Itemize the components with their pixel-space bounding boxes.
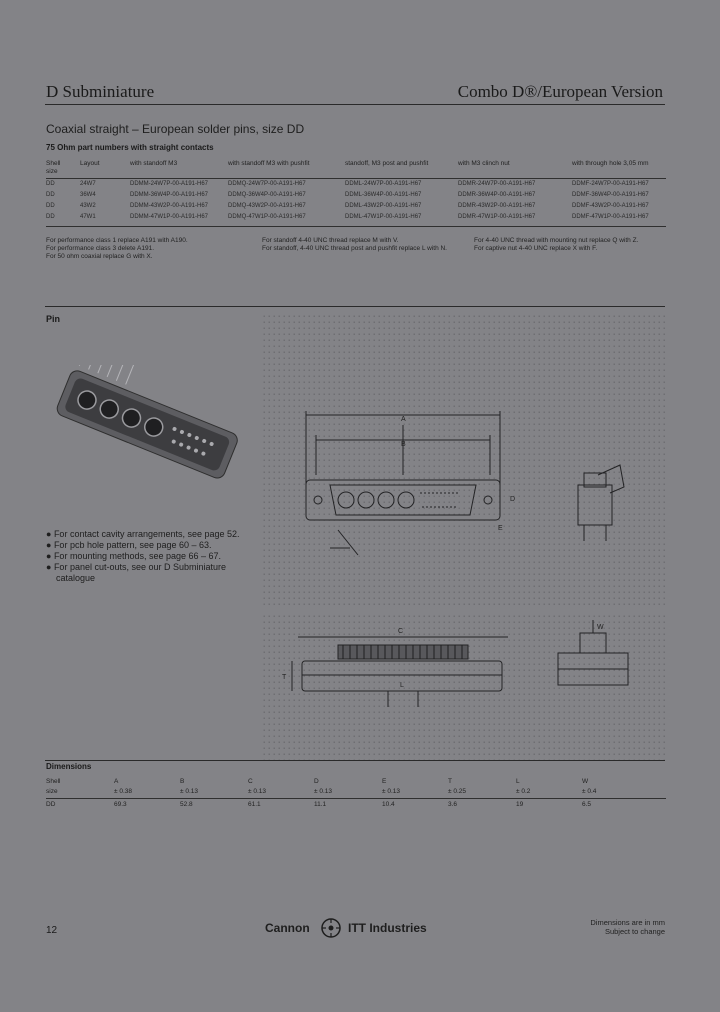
dim-header: B: [180, 778, 185, 785]
dim-header: C: [248, 778, 253, 785]
header-right-title: Combo D®/European Version: [457, 82, 663, 101]
brand-itt-industries: ITT Industries: [348, 921, 427, 935]
dim-subheader: ± 0.13: [248, 788, 267, 795]
page-number: 12: [46, 925, 58, 936]
col-header-through-hole: with through hole 3,05 mm: [572, 160, 649, 167]
cell: DDMF-43W2P-00-A191-H67: [572, 203, 649, 209]
table-rule: [46, 178, 666, 179]
dim-subheader: ± 0.13: [314, 788, 333, 795]
cell: DDML-36W4P-00-A191-H67: [345, 192, 422, 198]
table-row: [46, 192, 666, 201]
dim-subheader: ± 0.4: [582, 788, 597, 795]
cell: DDML-24W7P-00-A191-H67: [345, 181, 422, 187]
notes-col2: [262, 237, 462, 253]
dim-subheader: size: [46, 788, 58, 795]
dim-cell: 6.5: [582, 801, 592, 808]
header-rule: [45, 104, 665, 105]
label-c: C: [398, 628, 404, 635]
note: For captive nut 4-40 UNC replace X with F.: [474, 245, 598, 252]
bullet-text: For contact cavity arrangements, see page 52.: [53, 529, 240, 539]
col-header-post-pushfit: standoff, M3 post and pushfit: [345, 160, 429, 167]
cell: DDML-43W2P-00-A191-H67: [345, 203, 422, 209]
section-rule: [45, 306, 665, 307]
cell: DDMF-36W4P-00-A191-H67: [572, 192, 649, 198]
pin-label: Pin: [46, 314, 61, 324]
cell: DDMR-47W1P-00-A191-H67: [458, 214, 536, 220]
notes-col1: [46, 237, 188, 261]
note: For standoff, 4-40 UNC thread post and pushfit replace L with N.: [262, 245, 447, 252]
cell: DDMM-24W7P-00-A191-H67: [130, 181, 209, 187]
label-l: L: [400, 682, 404, 689]
bullet-list: [46, 529, 256, 584]
dim-subheader: ± 0.13: [382, 788, 401, 795]
footer-note-line: Subject to change: [604, 927, 665, 936]
bullet-text: For pcb hole pattern, see page 60 – 63.: [53, 540, 212, 550]
cell: DDMQ-36W4P-00-A191-H67: [228, 192, 306, 198]
note: For performance class 3 delete A191.: [46, 245, 155, 252]
dim-subheader: ± 0.13: [180, 788, 199, 795]
header-left-title: D Subminiature: [46, 82, 155, 101]
grid-upper: [262, 315, 666, 605]
list-item: ● For contact cavity arrangements, see page 52.: [46, 529, 240, 539]
technical-drawing: [258, 315, 668, 760]
cell: DDMM-43W2P-00-A191-H67: [130, 203, 209, 209]
list-item: ● For mounting methods, see page 66 – 67.: [46, 551, 222, 561]
table-rule: [46, 798, 666, 799]
sub-title: 75 Ohm part numbers with straight contacts: [46, 143, 214, 152]
col-header-standoff-pushfit: with standoff M3 with pushfit: [228, 160, 310, 167]
cell: DDMQ-43W2P-00-A191-H67: [228, 203, 306, 209]
col-header-shell: Shell size: [46, 160, 61, 175]
footer-note-line: Dimensions are in mm: [590, 918, 665, 927]
cell: DDMF-47W1P-00-A191-H67: [572, 214, 649, 220]
cell: DDMQ-24W7P-00-A191-H67: [228, 181, 306, 187]
note: For 4-40 UNC thread with mounting nut replace Q with Z.: [474, 237, 639, 244]
note: For performance class 1 replace A191 with A190.: [46, 237, 188, 244]
bullet-text: For panel cut-outs, see our D Subminiature catalogue: [53, 562, 227, 583]
connector-photo: [40, 365, 250, 495]
cell: DDML-47W1P-00-A191-H67: [345, 214, 422, 220]
col-header-layout: Layout: [80, 160, 100, 167]
brand-cannon: Cannon: [265, 921, 310, 935]
cell: DDMM-47W1P-00-A191-H67: [130, 214, 209, 220]
cell: DDMR-24W7P-00-A191-H67: [458, 181, 536, 187]
label-b: B: [401, 441, 406, 448]
dim-cell: DD: [46, 801, 56, 808]
label-a: A: [401, 416, 406, 423]
cell: 24W7: [80, 181, 96, 187]
footer-note: [590, 918, 665, 936]
dim-cell: 11.1: [314, 801, 327, 808]
dim-cell: 61.1: [248, 801, 261, 808]
label-d: D: [510, 496, 516, 503]
dimensions-title: Dimensions: [46, 762, 92, 771]
dim-cell: 52.8: [180, 801, 193, 808]
cell: DDMM-36W4P-00-A191-H67: [130, 192, 209, 198]
dim-cell: 10.4: [382, 801, 395, 808]
itt-logo-icon: [320, 917, 342, 939]
label-t: T: [282, 674, 287, 681]
dimensions-rule: [45, 760, 665, 761]
dim-subheader: ± 0.38: [114, 788, 133, 795]
cell: DDMR-43W2P-00-A191-H67: [458, 203, 536, 209]
cell: DD: [46, 192, 55, 198]
cell: DD: [46, 203, 55, 209]
cell: 43W2: [80, 203, 96, 209]
dim-cell: 3.6: [448, 801, 458, 808]
section-title: Coaxial straight – European solder pins, size DD: [46, 122, 305, 136]
dim-cell: 19: [516, 801, 524, 808]
notes-col3: [474, 237, 664, 253]
list-item: ● For pcb hole pattern, see page 60 – 63.: [46, 540, 212, 550]
list-item: ● For panel cut-outs, see our D Subminiature catalogue: [46, 562, 227, 583]
cell: 36W4: [80, 192, 96, 198]
cell: DDMQ-47W1P-00-A191-H67: [228, 214, 306, 220]
label-w: W: [597, 624, 604, 631]
dim-header: L: [516, 778, 520, 785]
dim-subheader: ± 0.2: [516, 788, 531, 795]
part-number-table: [46, 160, 666, 235]
dim-header: Shell: [46, 778, 61, 785]
table-rule: [46, 226, 666, 227]
dim-subheader: ± 0.25: [448, 788, 467, 795]
bullet-text: For mounting methods, see page 66 – 67.: [53, 551, 222, 561]
col-header-standoff: with standoff M3: [130, 160, 178, 167]
dim-header: T: [448, 778, 452, 785]
cell: DDMR-36W4P-00-A191-H67: [458, 192, 536, 198]
table-row: [46, 203, 666, 212]
label-e: E: [498, 525, 503, 532]
dim-cell: 69.3: [114, 801, 127, 808]
cell: DD: [46, 181, 55, 187]
dim-header: E: [382, 778, 387, 785]
col-header-clinch: with M3 clinch nut: [458, 160, 510, 167]
table-row: [46, 181, 666, 190]
dimensions-table: [46, 778, 666, 818]
note: For 50 ohm coaxial replace G with X.: [46, 253, 153, 260]
cell: 47W1: [80, 214, 96, 220]
note: For standoff 4-40 UNC thread replace M with V.: [262, 237, 399, 244]
table-row: [46, 214, 666, 223]
dim-header: D: [314, 778, 319, 785]
dim-header: W: [582, 778, 589, 785]
cell: DDMF-24W7P-00-A191-H67: [572, 181, 649, 187]
dim-header: A: [114, 778, 119, 785]
cell: DD: [46, 214, 55, 220]
